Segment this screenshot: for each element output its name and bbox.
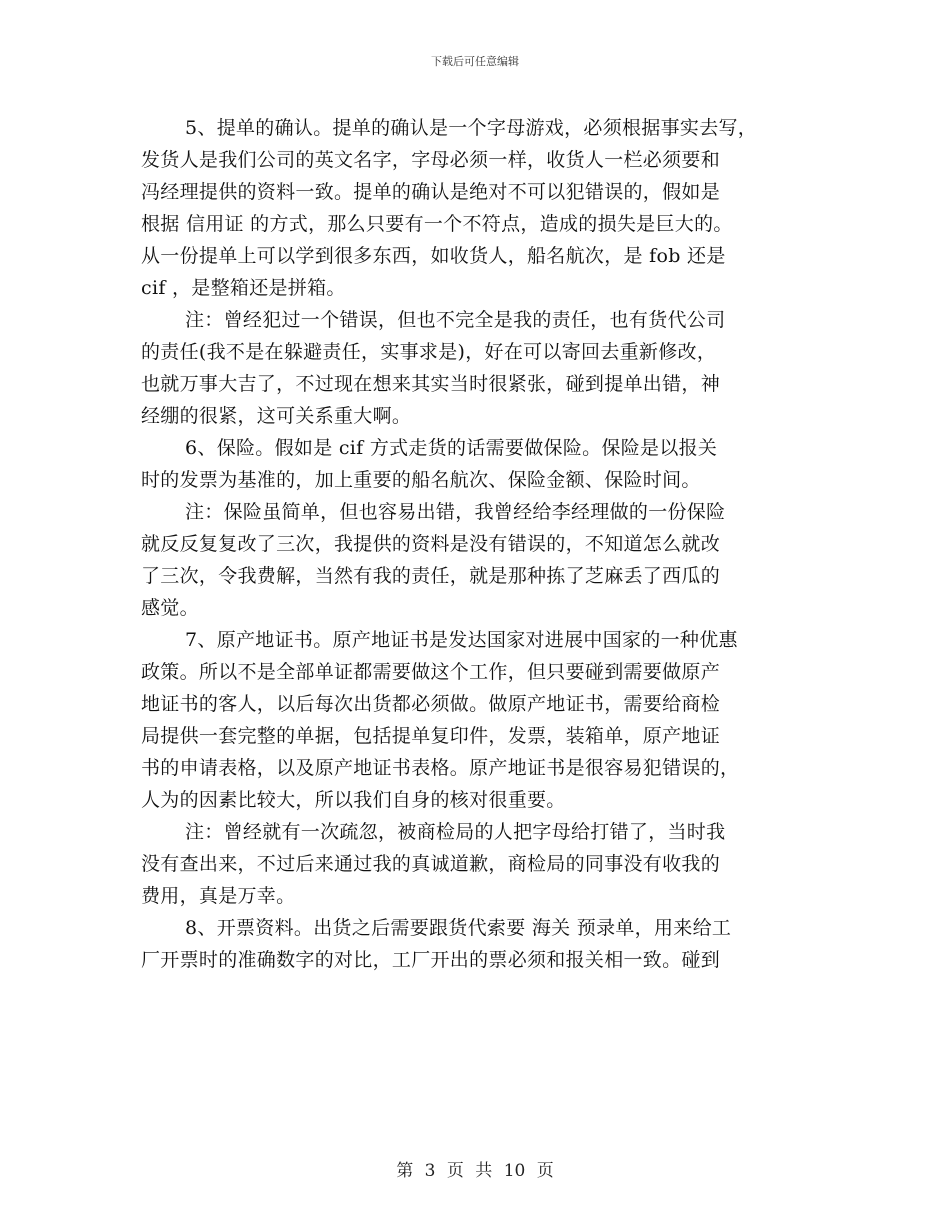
text-line: 人为的因素比较大，所以我们自身的核对很重要。 [141,789,566,811]
page-footer: 第 3 页 共 10 页 [396,1161,554,1181]
text-line: 注：曾经就有一次疏忽，被商检局的人把字母给打错了，当时我 [185,821,726,843]
text-line: 5、提单的确认。提单的确认是一个字母游戏，必须根据事实去写， [185,117,758,139]
text-line: cif ，是整箱还是拼箱。 [141,277,346,299]
text-line: 从一份提单上可以学到很多东西，如收货人，船名航次，是 fob 还是 [141,245,726,267]
text-line: 也就万事大吉了，不过现在想来其实当时很紧张，碰到提单出错，神 [141,373,721,395]
text-line: 的责任(我不是在躲避责任，实事求是)，好在可以寄回去重新修改， [141,341,717,363]
text-line: 感觉。 [141,597,199,619]
text-line: 冯经理提供的资料一致。提单的确认是绝对不可以犯错误的，假如是 [141,181,721,203]
text-line: 就反反复复改了三次，我提供的资料是没有错误的，不知道怎么就改 [141,533,721,555]
paragraph-invoicing [141,912,811,976]
paragraph-note-insurance [141,496,811,624]
text-line: 注：保险虽简单，但也容易出错，我曾经给李经理做的一份保险 [185,501,726,523]
text-line: 没有查出来，不过后来通过我的真诚道歉，商检局的同事没有收我的 [141,853,721,875]
text-line: 了三次，令我费解，当然有我的责任，就是那种拣了芝麻丢了西瓜的 [141,565,721,587]
page-header: 下载后可任意编辑 [431,55,519,68]
text-line: 经绷的很紧，这可关系重大啊。 [141,405,412,427]
text-line: 发货人是我们公司的英文名字，字母必须一样，收货人一栏必须要和 [141,149,721,171]
text-line: 时的发票为基准的，加上重要的船名航次、保险金额、保险时间。 [141,469,701,491]
paragraph-certificate-of-origin [141,624,811,816]
text-line: 注：曾经犯过一个错误，但也不完全是我的责任，也有货代公司 [185,309,726,331]
paragraph-note-certificate [141,816,811,912]
text-line: 局提供一套完整的单据，包括提单复印件，发票，装箱单，原产地证 [141,725,721,747]
text-line: 地证书的客人，以后每次出货都必须做。做原产地证书，需要给商检 [141,693,721,715]
text-line: 根据 信用证 的方式，那么只要有一个不符点，造成的损失是巨大的。 [141,213,733,235]
text-line: 政策。所以不是全部单证都需要做这个工作，但只要碰到需要做原产 [141,661,721,683]
text-line: 6、保险。假如是 cif 方式走货的话需要做保险。保险是以报关 [185,437,718,459]
text-line: 厂开票时的准确数字的对比，工厂开出的票必须和报关相一致。碰到 [141,949,721,971]
text-line: 费用，真是万幸。 [141,885,296,907]
text-line: 书的申请表格，以及原产地证书表格。原产地证书是很容易犯错误的， [141,757,740,779]
document-body [141,112,811,976]
text-line: 8、开票资料。出货之后需要跟货代索要 海关 预录单，用来给工 [185,917,732,939]
text-line: 7、原产地证书。原产地证书是发达国家对进展中国家的一种优惠 [185,629,738,651]
paragraph-bill-of-lading [141,112,811,304]
paragraph-note-bill-of-lading [141,304,811,432]
paragraph-insurance [141,432,811,496]
